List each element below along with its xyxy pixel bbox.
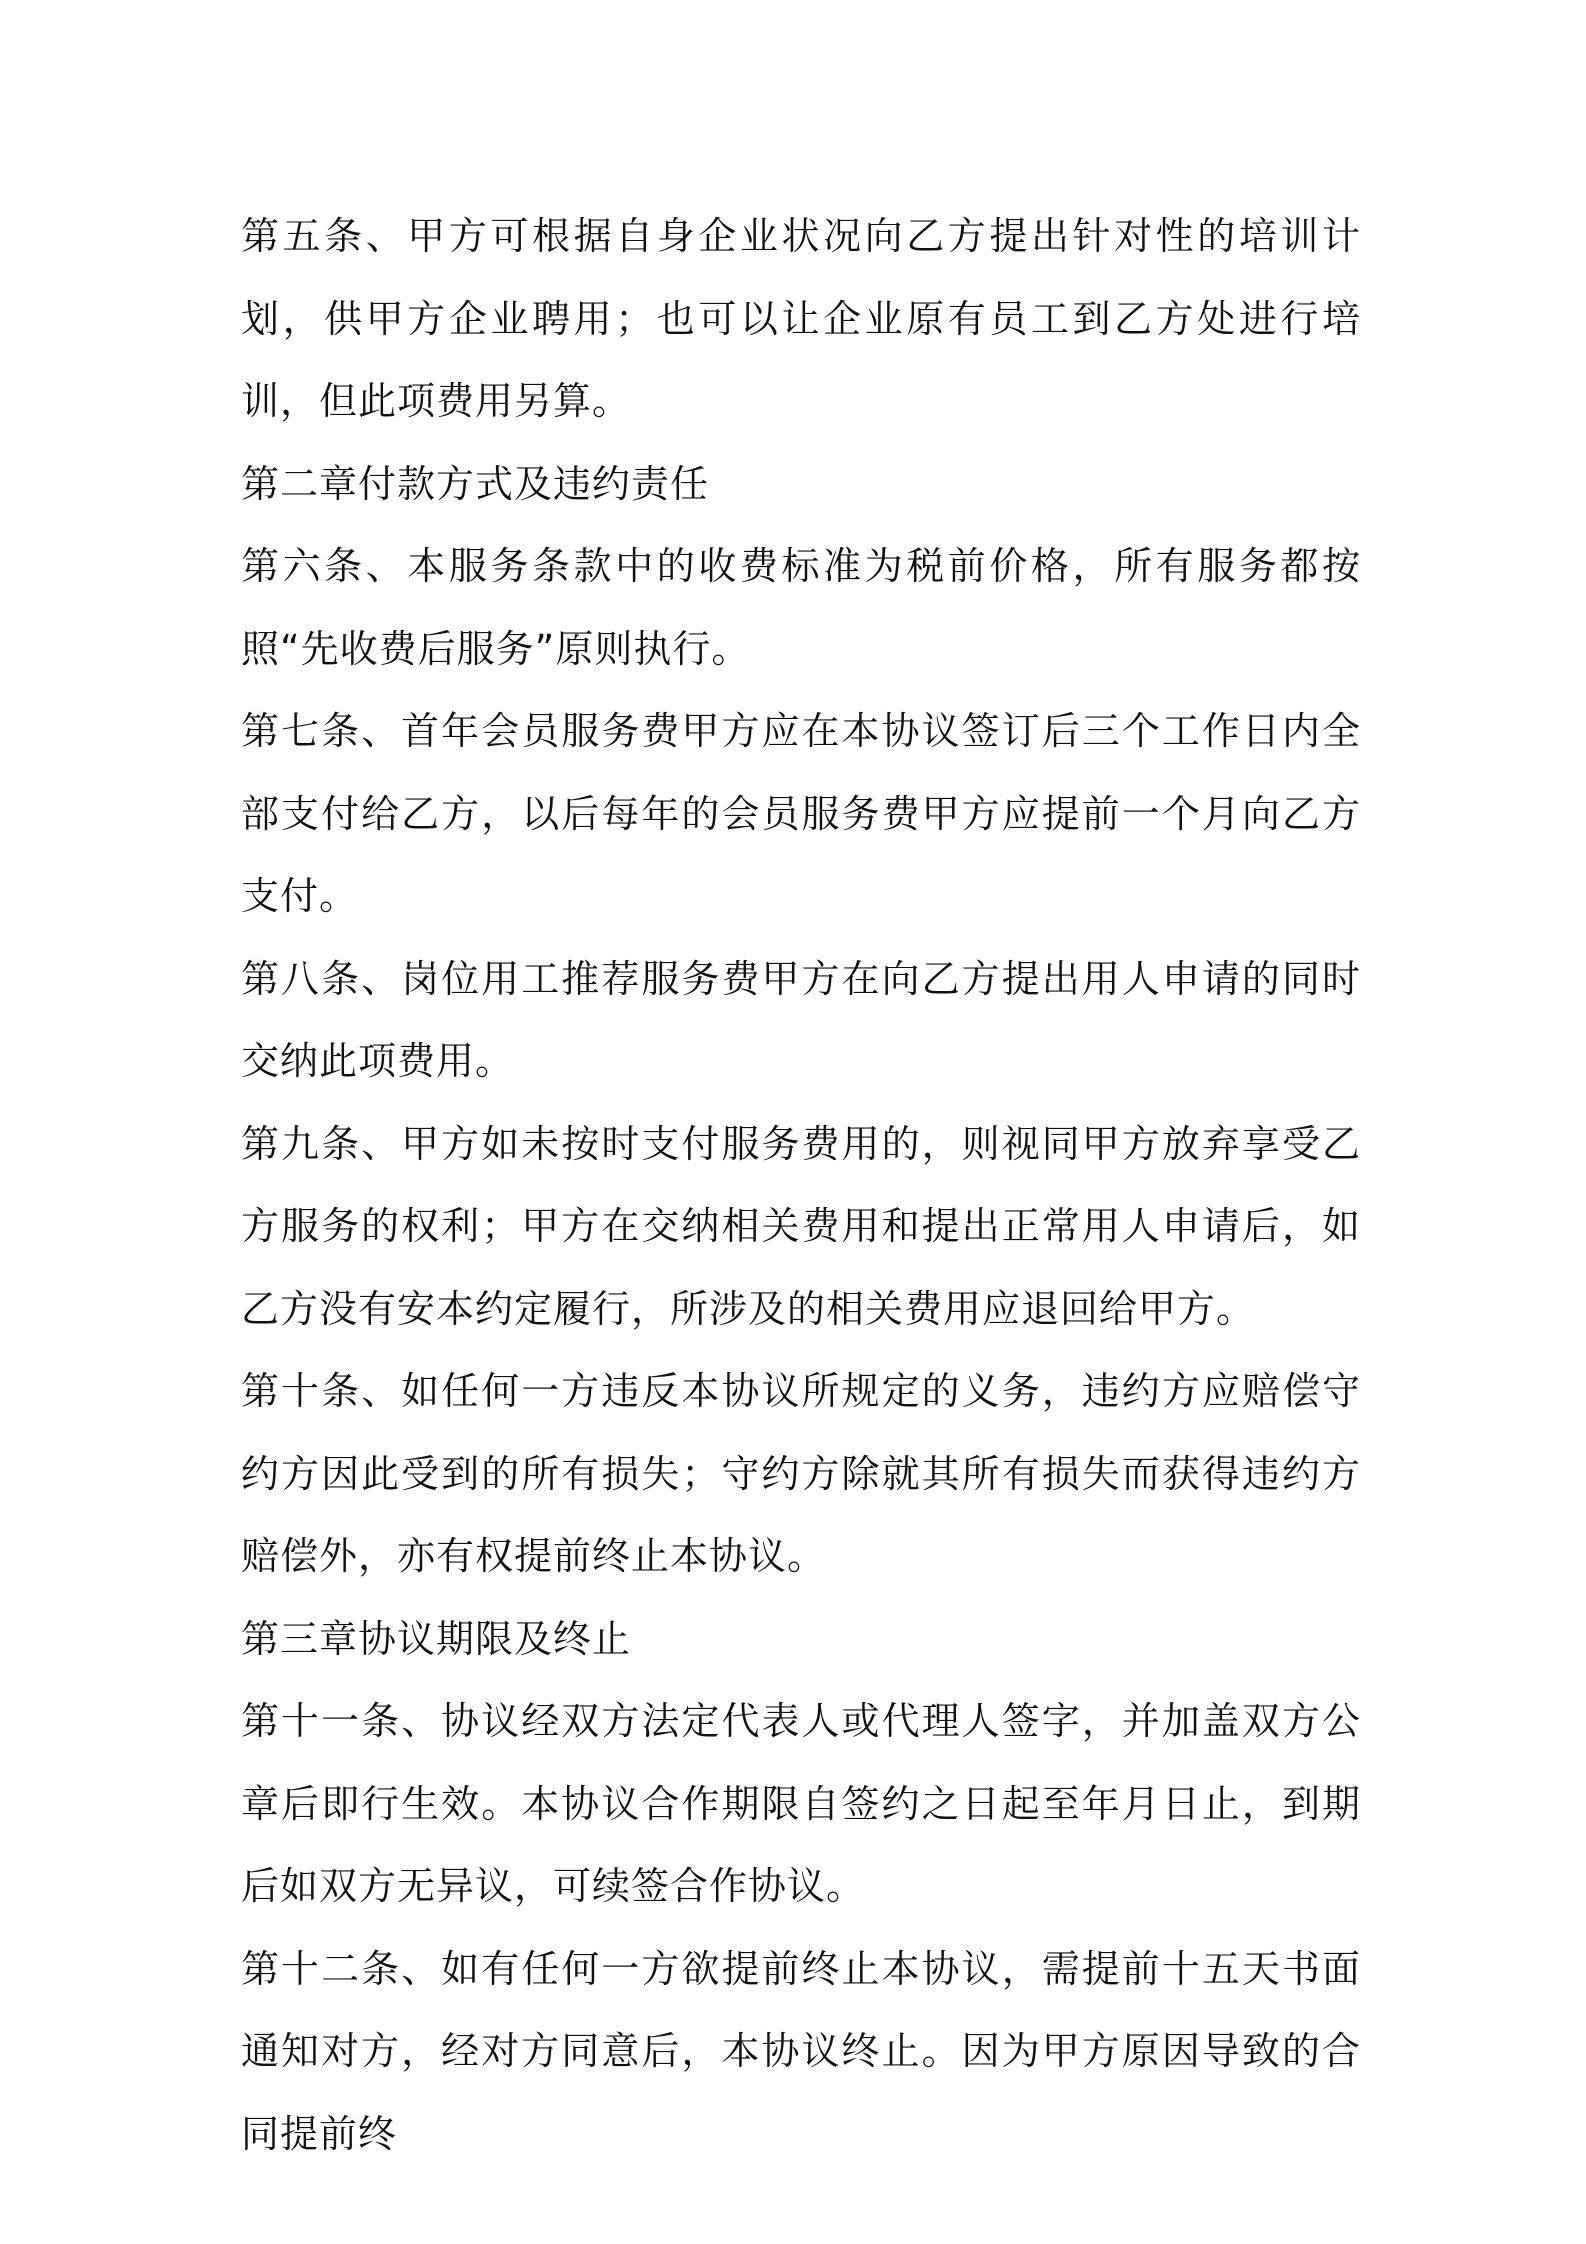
article-8-paragraph: 第八条、岗位用工推荐服务费甲方在向乙方提出用人申请的同时交纳此项费用。 (241, 956, 1361, 1083)
chapter-3-heading: 第三章协议期限及终止 (241, 1616, 632, 1661)
article-11-paragraph: 第十一条、协议经双方法定代表人或代理人签字，并加盖双方公章后即行生效。本协议合作期限自签约之日起至年月日止，到期后如双方无异议，可续签合作协议。 (241, 1699, 1361, 1908)
article-12-paragraph: 第十二条、如有任何一方欲提前终止本协议，需提前十五天书面通知对方，经对方同意后，本协议终止。因为甲方原因导致的合同提前终 (241, 1946, 1361, 2156)
article-7-paragraph: 第七条、首年会员服务费甲方应在本协议签订后三个工作日内全部支付给乙方，以后每年的会员服务费甲方应提前一个月向乙方支付。 (241, 709, 1361, 918)
chapter-2-heading: 第二章付款方式及违约责任 (241, 461, 710, 506)
article-9-paragraph: 第九条、甲方如未按时支付服务费用的，则视同甲方放弃享受乙方服务的权利；甲方在交纳相关费用和提出正常用人申请后，如乙方没有安本约定履行，所涉及的相关费用应退回给甲方。 (241, 1121, 1361, 1331)
article-5-paragraph: 第五条、甲方可根据自身企业状况向乙方提出针对性的培训计划，供甲方企业聘用；也可以让企业原有员工到乙方处进行培训，但此项费用另算。 (241, 214, 1361, 423)
article-6-paragraph: 第六条、本服务条款中的收费标准为税前价格，所有服务都按照“先收费后服务”原则执行。 (241, 544, 1361, 671)
article-10-paragraph: 第十条、如任何一方违反本协议所规定的义务，违约方应赔偿守约方因此受到的所有损失；守约方除就其所有损失而获得违约方赔偿外，亦有权提前终止本协议。 (241, 1369, 1361, 1578)
document-body (241, 195, 1361, 2175)
